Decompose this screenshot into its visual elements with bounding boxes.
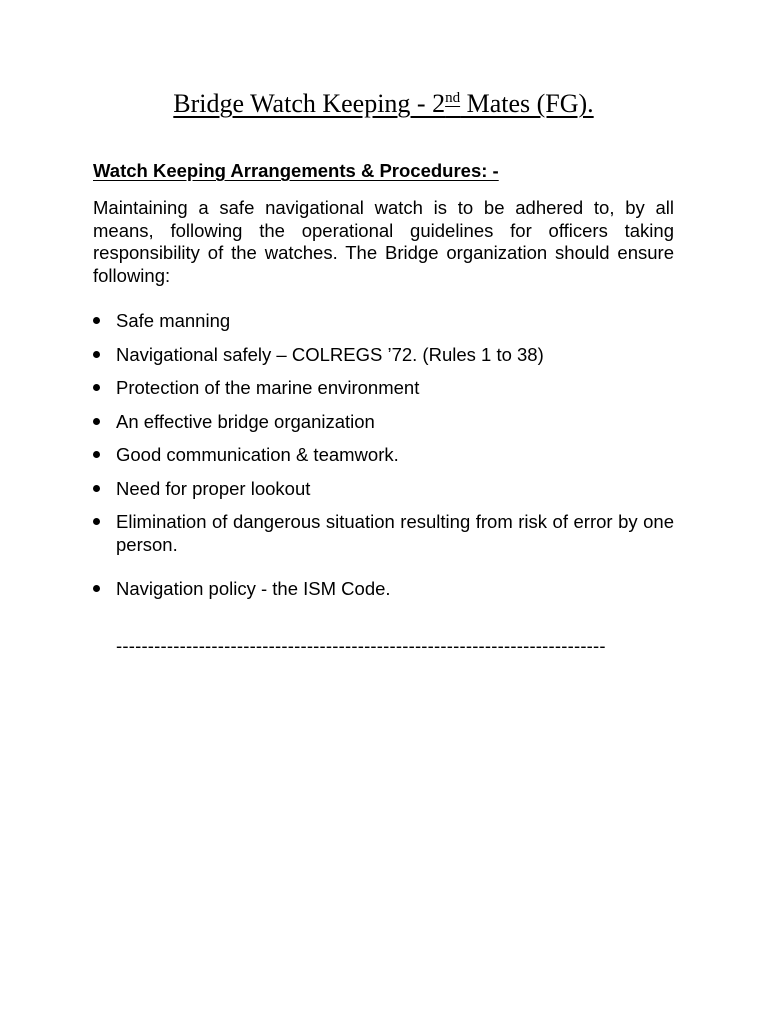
list-item-text: Navigation policy - the ISM Code. [116,578,391,599]
bullet-icon [93,384,100,391]
intro-paragraph: Maintaining a safe navigational watch is to be adhered to, by all means, following the operational guidelines for officers taking responsibility of the watches. The Bridge organization should ensure following: [93,197,674,286]
bullet-icon [93,351,100,358]
title-superscript: nd [445,90,461,106]
dashed-separator: ----------------------------------------------------------------------------- [116,635,606,656]
list-item-text: Protection of the marine environment [116,377,420,398]
list-item-text: Safe manning [116,310,231,331]
bullet-icon [93,418,100,425]
section-heading: Watch Keeping Arrangements & Procedures: - [93,160,499,181]
list-item [93,376,674,399]
document-title [93,86,674,122]
bullet-icon [93,585,100,592]
list-item-text: Need for proper lookout [116,477,311,499]
list-item [93,510,674,556]
bullet-icon [93,485,100,492]
list-item [93,343,674,366]
list-item [93,477,674,500]
title-main: Bridge Watch Keeping - 2 [173,89,446,118]
list-item [93,577,674,600]
bullet-icon [93,518,100,525]
list-item-text: Elimination of dangerous situation resulting from risk of error by one person. [116,511,674,555]
list-item [93,443,674,466]
bullet-icon [93,451,100,458]
list-item-text: An effective bridge organization [116,410,375,432]
list-item [93,410,674,433]
list-item-text: Good communication & teamwork. [116,444,399,465]
list-item [93,309,674,332]
list-item-text: Navigational safely – COLREGS ’72. (Rules 1 to 38) [116,343,544,365]
title-rest: Mates (FG). [460,89,594,118]
bullet-icon [93,317,100,324]
requirements-list [93,309,674,611]
